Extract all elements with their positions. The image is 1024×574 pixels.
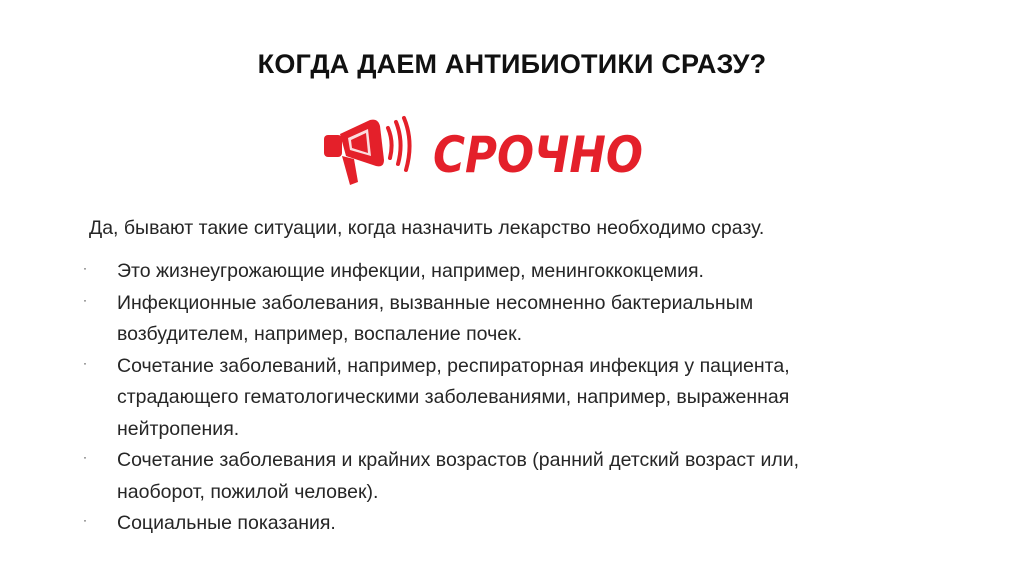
megaphone-icon bbox=[324, 118, 410, 185]
slide-title: КОГДА ДАЕМ АНТИБИОТИКИ СРАЗУ? bbox=[257, 49, 767, 79]
list-item-text: нейтропения. bbox=[117, 417, 240, 440]
reasons-list bbox=[83, 256, 963, 540]
urgent-banner-graphic bbox=[318, 112, 648, 190]
list-item-text: Инфекционные заболевания, вызванные несомненно бактериальным bbox=[117, 291, 754, 314]
list-item bbox=[83, 256, 963, 288]
bullet-dot: · bbox=[83, 450, 87, 464]
intro-text: Да, бывают такие ситуации, когда назначить лекарство необходимо сразу. bbox=[89, 217, 765, 239]
list-item bbox=[83, 445, 963, 508]
list-item-text: возбудителем, например, воспаление почек. bbox=[117, 323, 523, 345]
list-item-text: Сочетание заболевания и крайних возрастов (ранний детский возраст или, bbox=[117, 449, 800, 471]
bullet-dot: · bbox=[83, 513, 87, 527]
list-item-text: Сочетание заболеваний, например, респираторная инфекция у пациента, bbox=[117, 354, 790, 377]
list-item bbox=[83, 351, 963, 446]
list-item bbox=[83, 288, 963, 351]
urgent-banner bbox=[318, 112, 648, 190]
bullet-dot: · bbox=[83, 261, 87, 275]
list-item-text: страдающего гематологическими заболеваниями, например, выраженная bbox=[117, 386, 790, 408]
list-item-text: наоборот, пожилой человек). bbox=[117, 480, 379, 503]
list-item bbox=[83, 508, 963, 540]
bullet-dot: · bbox=[83, 355, 87, 370]
bullet-dot: · bbox=[83, 292, 87, 307]
list-item-text: Социальные показания. bbox=[117, 512, 336, 534]
list-item-text: Это жизнеугрожающие инфекции, например, менингоккокцемия. bbox=[117, 260, 704, 282]
urgent-banner-text: СРОЧНО bbox=[433, 126, 643, 184]
